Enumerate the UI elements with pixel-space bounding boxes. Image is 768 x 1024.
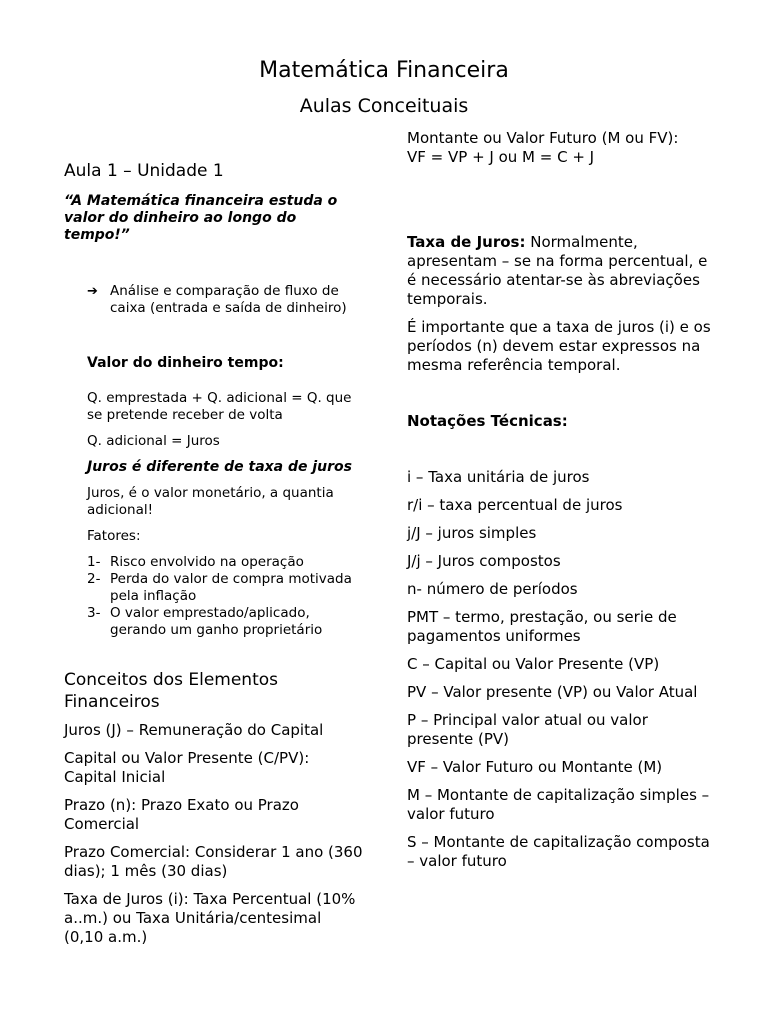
- list-item: M – Montante de capitalização simples – valor futuro: [407, 786, 710, 823]
- montante-formula: VF = VP + J ou M = C + J: [407, 148, 595, 166]
- list-item: 2- Perda do valor de compra motivada pela inflação: [87, 571, 352, 604]
- conceitos-list: [64, 721, 364, 947]
- taxa-label: Taxa de Juros:: [407, 233, 526, 251]
- formula-juros: Q. adicional = Juros: [87, 433, 220, 449]
- notacoes-list: [407, 468, 712, 871]
- arrow-right-icon: ➔: [87, 284, 98, 299]
- taxa-text: Normalmente, apresentam – se na forma percentual, e é necessário atentar-se às abreviações temporais.: [407, 233, 708, 308]
- list-item: Capital ou Valor Presente (C/PV): Capital Inicial: [64, 749, 310, 786]
- valor-heading: Valor do dinheiro tempo:: [87, 355, 284, 371]
- list-item: PV – Valor presente (VP) ou Valor Atual: [407, 683, 698, 701]
- list-item: r/i – taxa percentual de juros: [407, 496, 623, 514]
- quote-text: “A Matemática financeira estuda o valor do dinheiro ao longo do tempo!”: [64, 193, 338, 243]
- arrow-item-text: Análise e comparação de fluxo de caixa (entrada e saída de dinheiro): [110, 283, 347, 316]
- juros-definition: Juros, é o valor monetário, a quantia adicional!: [87, 485, 334, 518]
- list-item: VF – Valor Futuro ou Montante (M): [407, 758, 663, 776]
- list-item: Prazo (n): Prazo Exato ou Prazo Comercial: [64, 796, 299, 833]
- notacoes-heading: Notações Técnicas:: [407, 412, 568, 430]
- list-item: 3- O valor emprestado/aplicado, gerando um ganho proprietário: [87, 605, 323, 638]
- left-column: [64, 160, 364, 956]
- list-item: P – Principal valor atual ou valor presente (PV): [407, 711, 648, 748]
- factors-list: [87, 554, 364, 639]
- list-item: i – Taxa unitária de juros: [407, 468, 590, 486]
- list-item: Prazo Comercial: Considerar 1 ano (360 dias); 1 mês (30 dias): [64, 843, 363, 880]
- list-item: S – Montante de capitalização composta – valor futuro: [407, 833, 710, 870]
- list-item: n- número de períodos: [407, 580, 578, 598]
- list-item: PMT – termo, prestação, ou serie de pagamentos uniformes: [407, 608, 677, 645]
- taxa-paragraph: [407, 233, 712, 309]
- list-item: j/J – juros simples: [407, 524, 537, 542]
- juros-diff-heading: Juros é diferente de taxa de juros: [87, 459, 353, 475]
- formula-emprestada: Q. emprestada + Q. adicional = Q. que se pretende receber de volta: [87, 390, 352, 423]
- arrow-list-item: [87, 283, 364, 317]
- list-item: 1- Risco envolvido na operação: [87, 554, 304, 570]
- fatores-label: Fatores:: [87, 528, 141, 544]
- page-subtitle: Aulas Conceituais: [299, 95, 469, 117]
- page-title: Matemática Financeira: [259, 58, 509, 83]
- list-item: Taxa de Juros (i): Taxa Percentual (10% a..m.) ou Taxa Unitária/centesimal (0,10 a.m.): [64, 890, 356, 946]
- list-item: J/j – Juros compostos: [407, 552, 561, 570]
- montante-line1: Montante ou Valor Futuro (M ou FV):: [407, 129, 679, 147]
- list-item: Juros (J) – Remuneração do Capital: [64, 721, 324, 739]
- right-column: [407, 129, 712, 880]
- conceitos-heading: Conceitos dos Elementos Financeiros: [64, 670, 278, 712]
- importante-paragraph: É importante que a taxa de juros (i) e os períodos (n) devem estar expressos na mesma referência temporal.: [407, 318, 711, 374]
- list-item: C – Capital ou Valor Presente (VP): [407, 655, 660, 673]
- lesson-heading: Aula 1 – Unidade 1: [64, 161, 224, 181]
